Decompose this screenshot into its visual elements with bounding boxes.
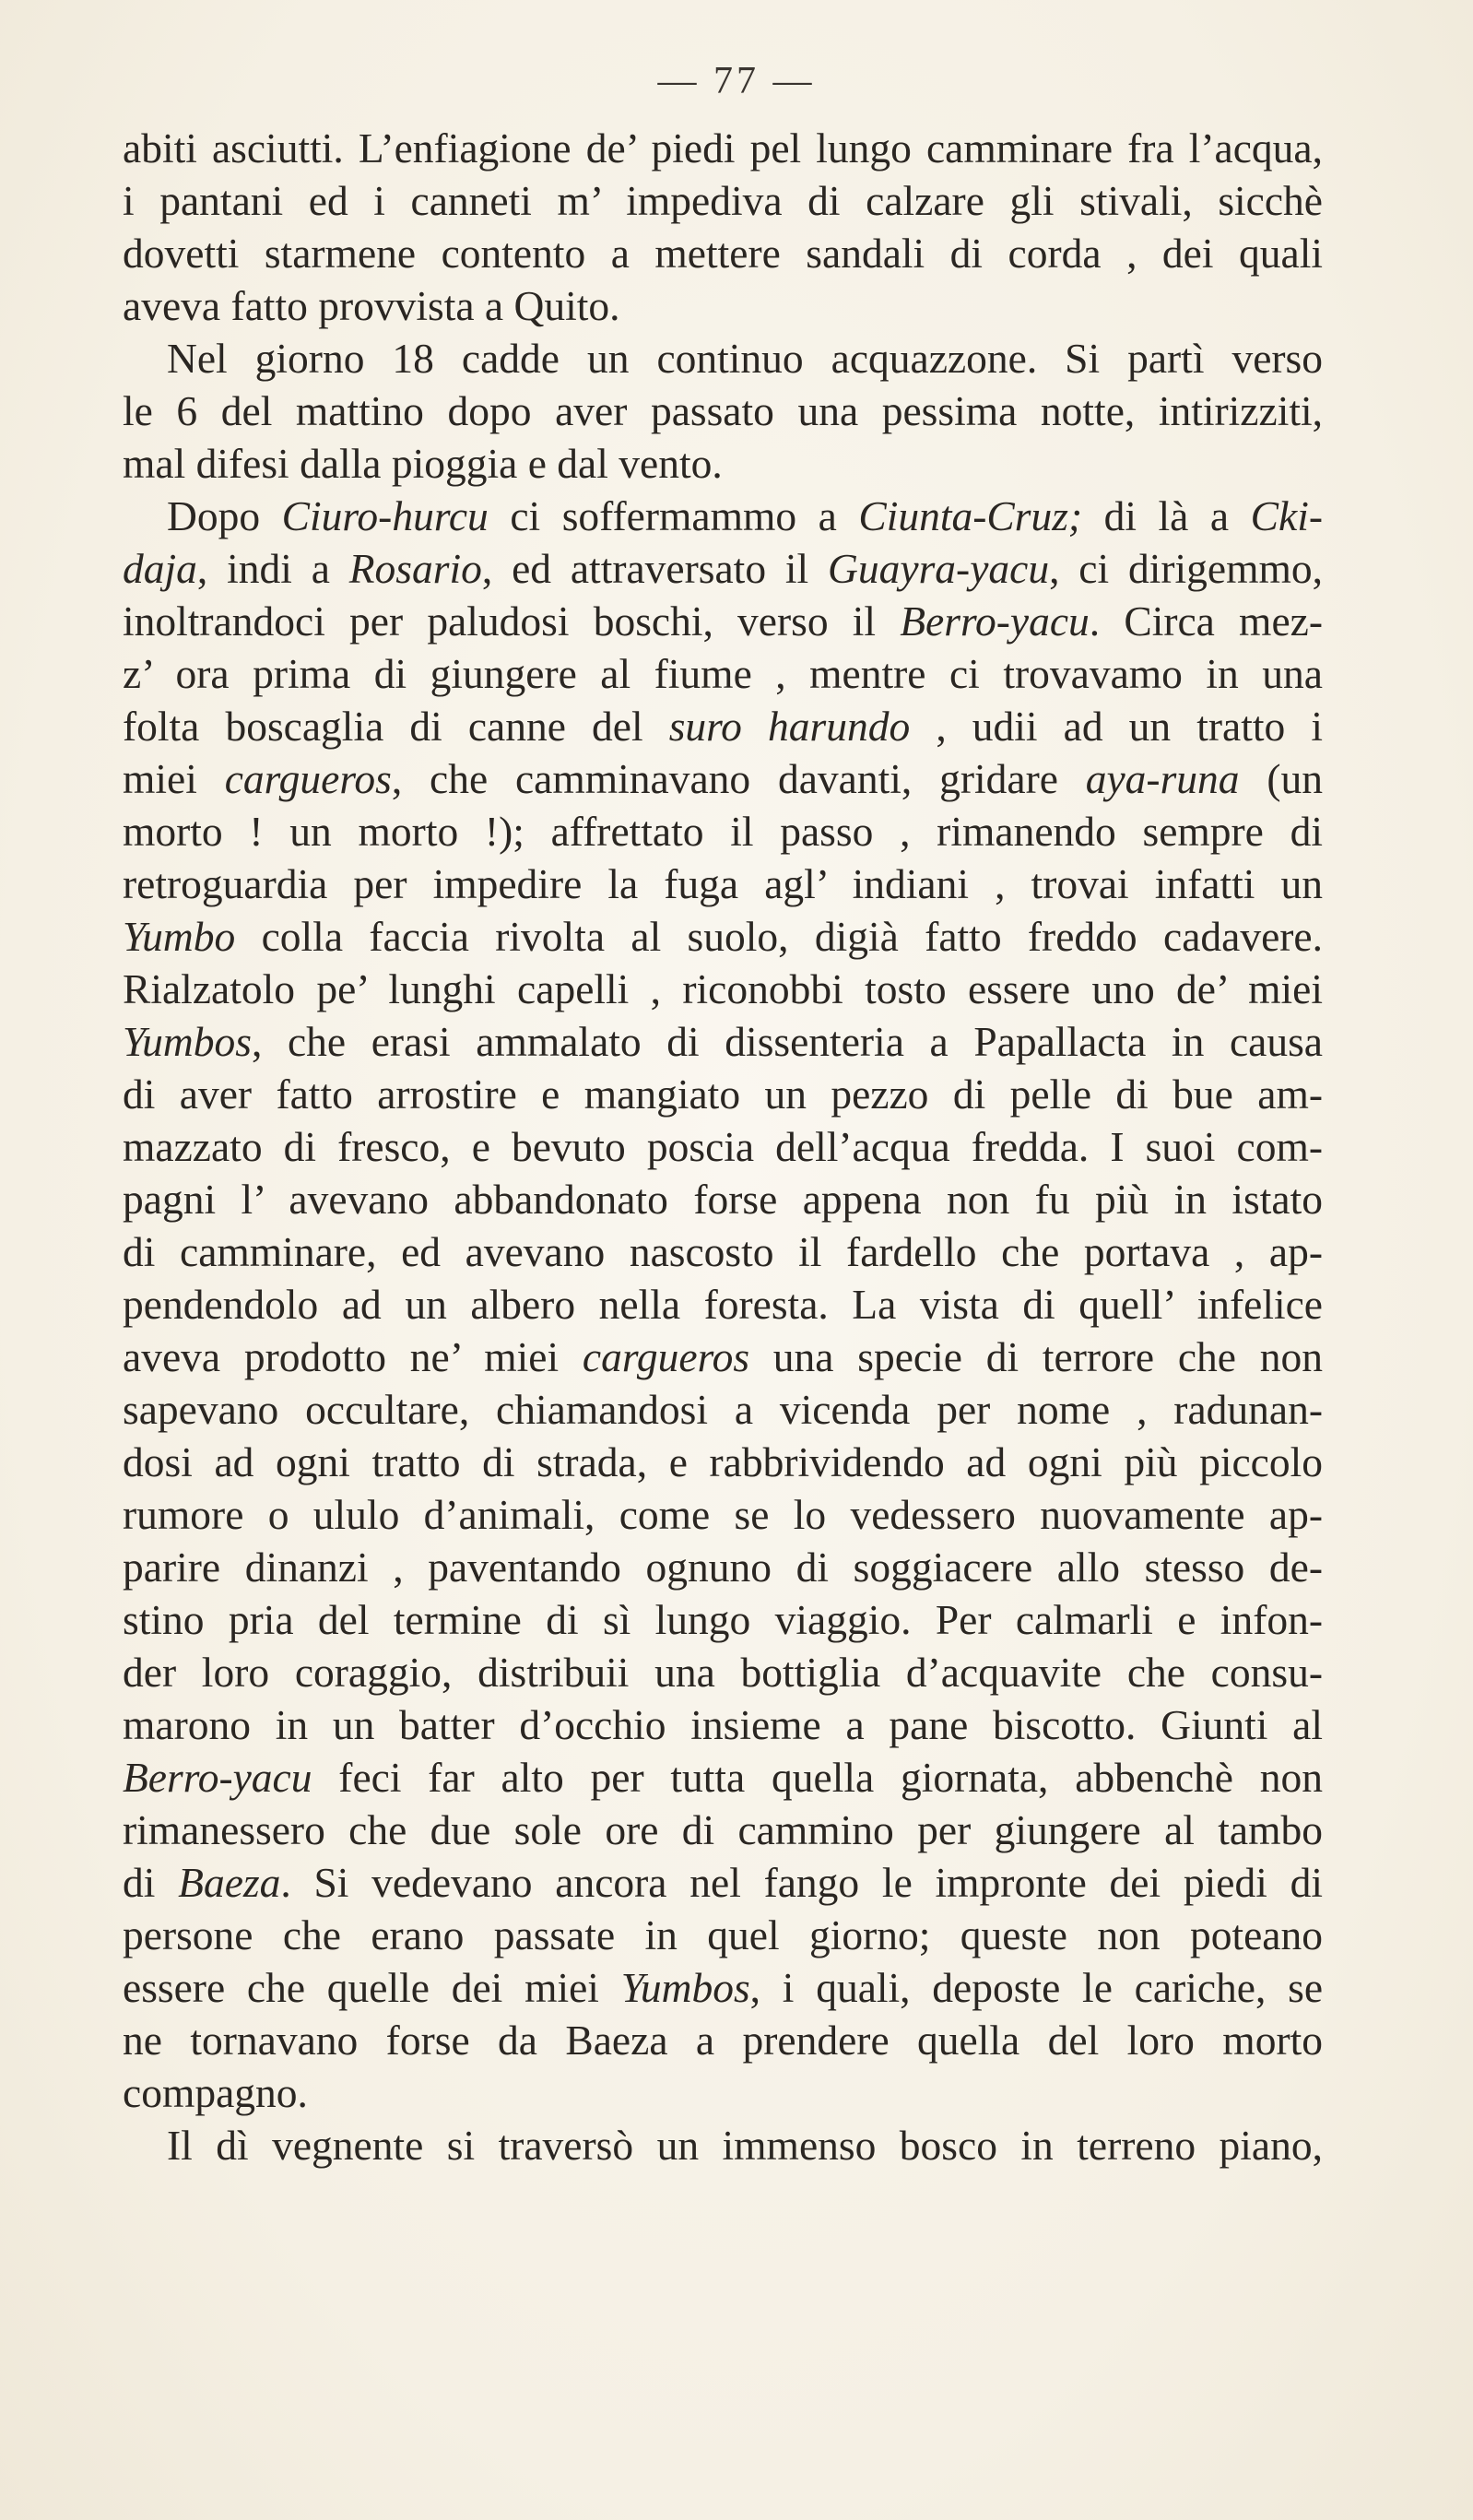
text-line — [123, 700, 1323, 752]
text-line — [123, 1961, 1323, 2014]
text-line — [123, 858, 1323, 910]
text-line — [123, 963, 1323, 1015]
text-segment: di aver fatto arrostire e mangiato un pezzo di pelle di bue am- — [123, 1071, 1323, 1118]
italic-term: suro harundo — [668, 703, 911, 750]
text-line — [123, 1173, 1323, 1225]
page-number: — 77 — — [657, 60, 816, 102]
text-segment: , udii ad un tratto i — [910, 703, 1323, 750]
text-segment: abiti asciutti. L’enfiagione de’ piedi pel lungo camminare fra l’acqua, — [123, 124, 1323, 172]
text-segment: , indi a — [196, 545, 349, 592]
text-segment: le 6 del mattino dopo aver passato una pessima notte, intirizziti, — [123, 387, 1323, 434]
text-segment: aveva prodotto ne’ miei — [123, 1333, 583, 1380]
text-segment: i pantani ed i canneti m’ impediva di calzare gli stivali, sicchè — [123, 177, 1323, 224]
text-segment: ne tornavano forse da Baeza a prendere quella del loro morto — [123, 2017, 1323, 2064]
text-line — [123, 1751, 1323, 1804]
text-segment: der loro coraggio, distribuii una bottiglia d’acquavite che consu- — [123, 1649, 1323, 1696]
text-line — [123, 279, 1323, 332]
italic-term: aya-runa — [1085, 755, 1240, 802]
text-line — [123, 1383, 1323, 1436]
text-segment: retroguardia per impedire la fuga agl’ indiani , trovai infatti un — [123, 860, 1323, 907]
text-segment: dosi ad ogni tratto di strada, e rabbrividendo ad ogni più piccolo — [123, 1438, 1323, 1485]
text-segment: , ed attraversato il — [481, 545, 829, 592]
text-line — [123, 647, 1323, 700]
text-segment: Dopo — [167, 492, 282, 539]
text-segment: ci soffermammo a — [488, 492, 859, 539]
text-line — [123, 2119, 1323, 2171]
text-segment: aveva fatto provvista a Quito. — [123, 282, 620, 329]
italic-term: Berro-yacu — [123, 1754, 312, 1801]
italic-term: Yumbos — [620, 1964, 750, 2011]
italic-term: Yumbo — [123, 913, 236, 960]
text-line — [123, 1120, 1323, 1173]
text-segment: di — [123, 1859, 179, 1906]
text-line — [123, 752, 1323, 805]
italic-term: Yumbos — [123, 1018, 252, 1065]
text-line — [123, 2066, 1323, 2119]
italic-term: cargueros — [224, 755, 392, 802]
text-line — [123, 174, 1323, 227]
text-line — [123, 332, 1323, 385]
body-text — [123, 122, 1323, 2171]
text-line — [123, 122, 1323, 174]
text-line — [123, 1909, 1323, 1961]
text-segment: di camminare, ed avevano nascosto il fardello che portava , ap- — [123, 1228, 1323, 1275]
text-line — [123, 227, 1323, 279]
italic-term: Guayra-yacu — [828, 545, 1050, 592]
text-segment: Rialzatolo pe’ lunghi capelli , riconobbi tosto essere uno de’ miei — [123, 965, 1323, 1012]
text-line — [123, 2014, 1323, 2066]
text-segment: z’ ora prima di giungere al fiume , mentre ci trovavamo in una — [123, 650, 1323, 697]
text-segment: miei — [123, 755, 225, 802]
text-segment: rumore o ululo d’animali, come se lo vedessero nuovamente ap- — [123, 1491, 1323, 1538]
text-line — [123, 437, 1323, 490]
text-segment: , che erasi ammalato di dissenteria a Papallacta in causa — [251, 1018, 1323, 1065]
italic-term: Cki- — [1250, 492, 1323, 539]
text-segment: stino pria del termine di sì lungo viaggio. Per calmarli e infon- — [123, 1596, 1323, 1643]
italic-term: Rosario — [348, 545, 482, 592]
text-segment: pagni l’ avevano abbandonato forse appena non fu più in istato — [123, 1176, 1323, 1223]
text-segment: sapevano occultare, chiamandosi a vicenda per nome , radunan- — [123, 1386, 1323, 1433]
italic-term: Berro-yacu — [900, 597, 1090, 645]
text-segment: Nel giorno 18 cadde un continuo acquazzone. Si partì verso — [167, 335, 1323, 382]
text-line — [123, 1436, 1323, 1488]
italic-term: daja — [123, 545, 197, 592]
text-segment: dovetti starmene contento a mettere sandali di corda , dei quali — [123, 230, 1323, 277]
text-segment: colla faccia rivolta al suolo, digià fatto freddo cadavere. — [235, 913, 1323, 960]
text-segment: (un — [1239, 755, 1323, 802]
text-segment: persone che erano passate in quel giorno; queste non poteano — [123, 1911, 1323, 1958]
text-segment: . Si vedevano ancora nel fango le impronte dei piedi di — [280, 1859, 1323, 1906]
text-line — [123, 1646, 1323, 1698]
text-line — [123, 385, 1323, 437]
text-line — [123, 1541, 1323, 1593]
text-line — [123, 910, 1323, 963]
text-segment: morto ! un morto !); affrettato il passo , rimanendo sempre di — [123, 808, 1323, 855]
text-segment: compagno. — [123, 2069, 308, 2116]
text-segment: mazzato di fresco, e bevuto poscia dell’acqua fredda. I suoi com- — [123, 1123, 1323, 1170]
text-segment: marono in un batter d’occhio insieme a pane biscotto. Giunti al — [123, 1701, 1323, 1748]
text-line — [123, 1068, 1323, 1120]
text-line — [123, 542, 1323, 595]
text-segment: una specie di terrore che non — [749, 1333, 1323, 1380]
text-line — [123, 595, 1323, 647]
text-line — [123, 490, 1323, 542]
text-line — [123, 1015, 1323, 1068]
text-segment: essere che quelle dei miei — [123, 1964, 621, 2011]
text-line — [123, 1488, 1323, 1541]
text-segment: mal difesi dalla pioggia e dal vento. — [123, 440, 723, 487]
text-line — [123, 1856, 1323, 1909]
text-segment: , ci dirigemmo, — [1049, 545, 1323, 592]
text-line — [123, 1804, 1323, 1856]
text-segment: folta boscaglia di canne del — [123, 703, 669, 750]
text-line — [123, 1225, 1323, 1278]
italic-term: Ciunta-Cruz; — [858, 492, 1083, 539]
text-segment: , che camminavano davanti, gridare — [391, 755, 1086, 802]
text-segment: . Circa mez- — [1089, 597, 1323, 645]
text-line — [123, 1698, 1323, 1751]
italic-term: Baeza — [178, 1859, 281, 1906]
italic-term: Ciuro-hurcu — [281, 492, 489, 539]
text-line — [123, 805, 1323, 858]
text-segment: parire dinanzi , paventando ognuno di soggiacere allo stesso de- — [123, 1544, 1323, 1591]
text-segment: di là a — [1082, 492, 1251, 539]
text-segment: , i quali, deposte le cariche, se — [749, 1964, 1323, 2011]
italic-term: cargueros — [582, 1333, 750, 1380]
text-segment: pendendolo ad un albero nella foresta. La vista di quell’ infelice — [123, 1281, 1323, 1328]
text-segment: feci far alto per tutta quella giornata, abbenchè non — [312, 1754, 1323, 1801]
text-segment: inoltrandoci per paludosi boschi, verso il — [123, 597, 901, 645]
text-segment: Il dì vegnente si traversò un immenso bosco in terreno piano, — [167, 2122, 1323, 2169]
text-line — [123, 1278, 1323, 1331]
text-line — [123, 1593, 1323, 1646]
text-line — [123, 1331, 1323, 1383]
text-segment: rimanessero che due sole ore di cammino per giungere al tambo — [123, 1806, 1323, 1853]
